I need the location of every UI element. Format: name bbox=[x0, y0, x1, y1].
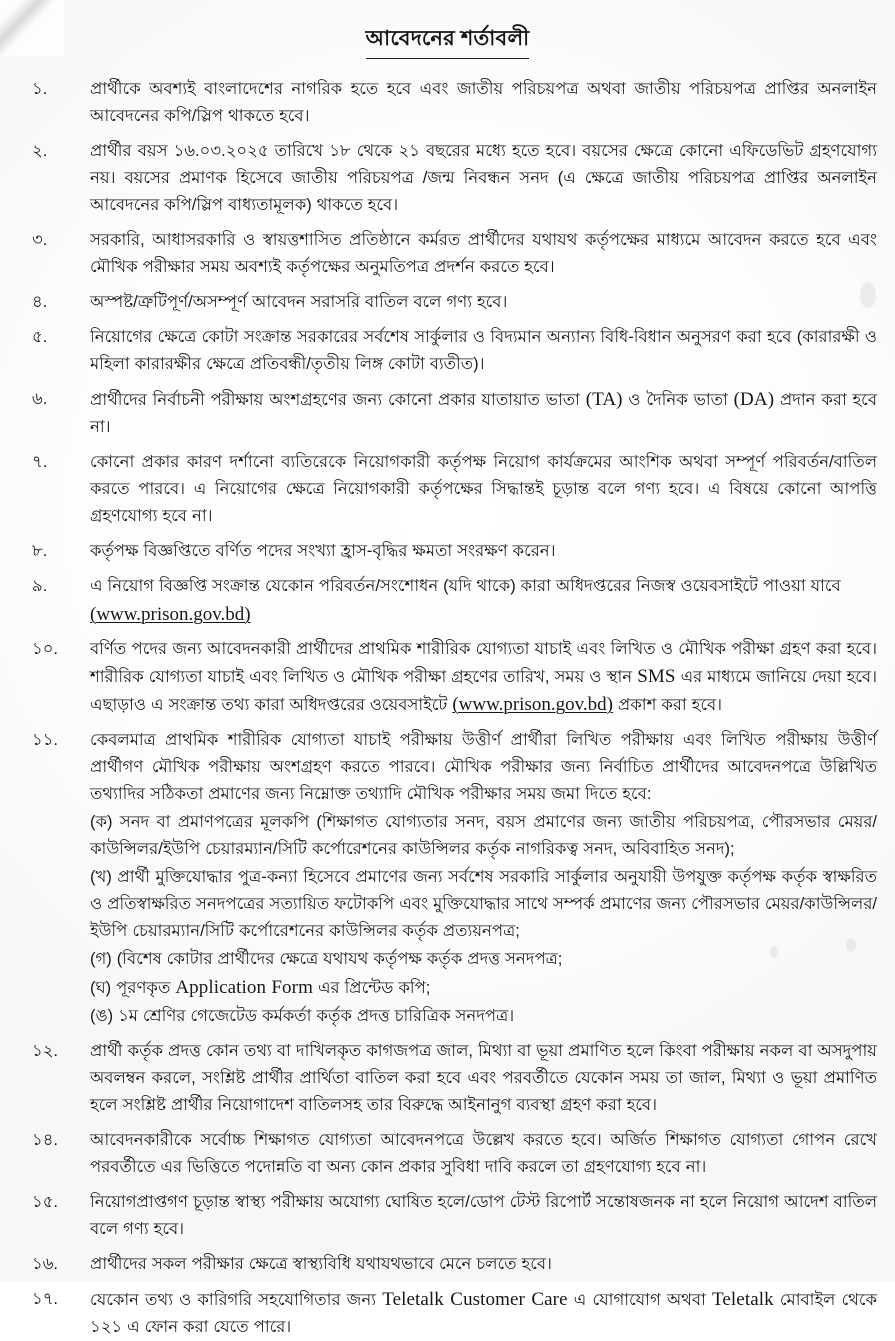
clause-number: ৫. bbox=[32, 328, 48, 346]
latin-term: Teletalk bbox=[712, 1289, 774, 1310]
clause-text bbox=[90, 76, 877, 130]
clause-number: ৮. bbox=[32, 542, 48, 560]
list-item bbox=[22, 636, 877, 719]
list-item bbox=[22, 727, 877, 1030]
clause-paragraph: আবেদনকারীকে সর্বোচ্চ শিক্ষাগত যোগ্যতা আবেদনপত্রে উল্লেখ করতে হবে। অর্জিত শিক্ষাগত যোগ্যতা গোপন রেখে পরবর্তীতে এর ভিত্তিতে পদোন্নতি বা অন্য কোন প্রকার সুবিধা দাবি করলে তা গ্রহণযোগ্য হবে না। bbox=[90, 1131, 877, 1176]
clause-paragraph: অস্পষ্ট/ত্রুটিপূর্ণ/অসম্পূর্ণ আবেদন সরাসরি বাতিল বলে গণ্য হবে। bbox=[90, 293, 508, 311]
list-item bbox=[22, 1251, 877, 1278]
clause-number: ১০. bbox=[32, 640, 59, 658]
clause-number: ১৭. bbox=[32, 1290, 59, 1308]
clause-text bbox=[90, 449, 877, 530]
clause-text bbox=[90, 1038, 877, 1119]
clause-number: ৩. bbox=[32, 231, 48, 249]
latin-term: (TA) bbox=[585, 389, 623, 410]
conditions-list bbox=[0, 76, 895, 1341]
list-item bbox=[22, 289, 877, 316]
clause-paragraph: কর্তৃপক্ষ বিজ্ঞপ্তিতে বর্ণিত পদের সংখ্যা হ্রাস-বৃদ্ধির ক্ষমতা সংরক্ষণ করেন। bbox=[90, 542, 556, 560]
list-item bbox=[22, 386, 877, 441]
clause-number: ৭. bbox=[32, 453, 48, 471]
clause-text bbox=[90, 573, 877, 628]
list-item bbox=[22, 449, 877, 530]
clause-text bbox=[90, 538, 877, 565]
clause-paragraph: সরকারি, আধাসরকারি ও স্বায়ত্তশাসিত প্রতিষ্ঠানে কর্মরত প্রার্থীদের যথাযথ কর্তৃপক্ষের মাধ্যমে আবেদন করতে হবে এবং মৌখিক পরীক্ষার সময় অবশ্যই কর্তৃপক্ষের অনুমতিপত্র প্রদর্শন করতে হবে। bbox=[90, 231, 877, 276]
clause-paragraph: যেকোন তথ্য ও কারিগরি সহযোগিতার জন্য Teletalk Customer Care এ যোগাযোগ অথবা Teletalk মোবাইল থেকে ১২১ এ ফোন করা যেতে পারে। bbox=[90, 1289, 878, 1336]
list-item bbox=[22, 573, 877, 628]
clause-number: ৬. bbox=[32, 390, 48, 408]
list-item bbox=[22, 1127, 877, 1181]
title-container bbox=[0, 0, 895, 59]
clause-paragraph: প্রার্থীদের নির্বাচনী পরীক্ষায় অংশগ্রহণের জন্য কোনো প্রকার যাতায়াত ভাতা (TA) ও দৈনিক ভাতা (DA) প্রদান করা হবে না। bbox=[90, 389, 877, 436]
list-item bbox=[22, 138, 877, 219]
clause-number: ১. bbox=[32, 80, 48, 98]
clause-text bbox=[90, 1251, 877, 1278]
clause-number: ২. bbox=[32, 142, 48, 160]
clause-number: ১৫. bbox=[32, 1193, 58, 1211]
clause-paragraph: প্রার্থীর বয়স ১৬.০৩.২০২৫ তারিখে ১৮ থেকে ২১ বছরের মধ্যে হতে হবে। বয়সের ক্ষেত্রে কোনো এফিডেভিট গ্রহণযোগ্য নয়। বয়সের প্রমাণক হিসেবে জাতীয় পরিচয়পত্র /জন্ম নিবন্ধন সনদ (এ ক্ষেত্রে জাতীয় পরিচয়পত্র প্রাপ্তির অনলাইন আবেদনের কপি/স্লিপ বাধ্যতামূলক) থাকতে হবে। bbox=[90, 142, 877, 214]
website-link[interactable]: (www.prison.gov.bd) bbox=[90, 604, 251, 625]
subclause-(খ): (খ) প্রার্থী মুক্তিযোদ্ধার পুত্র-কন্যা হিসেবে প্রমাণের জন্য সর্বশেষ সরকারি সার্কুলার অনুযায়ী উপযুক্ত কর্তৃপক্ষ কর্তৃক স্বাক্ষরিত ও প্রতিস্বাক্ষরিত সনদপত্রের সত্যায়িত ফটোকপি এবং মুক্তিযোদ্ধার সাথে সম্পর্ক প্রমাণের জন্য পৌরসভার মেয়র/কাউন্সিলর/ইউপি চেয়ারম্যান/সিটি কর্পোরেশনের কাউন্সিলর কর্তৃক প্রত্যয়নপত্র; bbox=[90, 868, 877, 940]
list-item bbox=[22, 538, 877, 565]
list-item bbox=[22, 324, 877, 378]
list-item bbox=[22, 1189, 877, 1243]
clause-paragraph: নিয়োগপ্রাপ্তগণ চূড়ান্ত স্বাস্থ্য পরীক্ষায় অযোগ্য ঘোষিত হলে/ডোপ টেস্ট রিপোর্ট সন্তোষজনক না হলে নিয়োগ আদেশ বাতিল বলে গণ্য হবে। bbox=[90, 1193, 877, 1238]
clause-paragraph: প্রার্থী কর্তৃক প্রদত্ত কোন তথ্য বা দাখিলকৃত কাগজপত্র জাল, মিথ্যা বা ভূয়া প্রমাণিত হলে কিংবা পরীক্ষায় নকল বা অসদুপায় অবলম্বন করলে, সংশ্লিষ্ট প্রার্থীর প্রার্থিতা বাতিল করা হবে এবং পরবর্তীতে যেকোন সময় তা জাল, মিথ্যা ও ভূয়া প্রমাণিত হলে সংশ্লিষ্ট প্রার্থীর নিয়োগাদেশ বাতিলসহ তার বিরুদ্ধে আইনানুগ ব্যবস্থা গ্রহণ করা হবে। bbox=[90, 1042, 877, 1114]
clause-text bbox=[90, 727, 877, 1030]
clause-paragraph: প্রার্থীদের সকল পরীক্ষার ক্ষেত্রে স্বাস্থ্যবিধি যথাযথভাবে মেনে চলতে হবে। bbox=[90, 1255, 552, 1273]
clause-text bbox=[90, 1127, 877, 1181]
clause-number: ১১. bbox=[32, 731, 58, 749]
clause-text bbox=[90, 289, 877, 316]
clause-paragraph: কেবলমাত্র প্রাথমিক শারীরিক যোগ্যতা যাচাই পরীক্ষায় উত্তীর্ণ প্রার্থীরা লিখিত পরীক্ষায় এবং লিখিত পরীক্ষায় উত্তীর্ণ প্রার্থীগণ মৌখিক পরীক্ষায় অংশগ্রহণ করতে পারবে। মৌখিক পরীক্ষার জন্য নির্বাচিত প্রার্থীদের আবেদনপত্রে উল্লিখিত তথ্যাদির সঠিকতা প্রমাণের জন্য নিম্নোক্ত তথ্যাদি মৌখিক পরীক্ষার সময় জমা দিতে হবে: bbox=[90, 731, 877, 803]
list-item bbox=[22, 76, 877, 130]
clause-paragraph: কোনো প্রকার কারণ দর্শানো ব্যতিরেকে নিয়োগকারী কর্তৃপক্ষ নিয়োগ কার্যক্রমের আংশিক অথবা সম্পূর্ণ পরিবর্তন/বাতিল করতে পারবে। এ নিয়োগের ক্ষেত্রে নিয়োগকারী কর্তৃপক্ষের সিদ্ধান্তই চূড়ান্ত বলে গণ্য হবে। এ বিষয়ে কোনো আপত্তি গ্রহণযোগ্য হবে না। bbox=[90, 453, 877, 525]
latin-term: Teletalk Customer Care bbox=[382, 1289, 568, 1310]
clause-number: ১৬. bbox=[32, 1255, 59, 1273]
clause-text bbox=[90, 227, 877, 281]
latin-term: (DA) bbox=[733, 389, 775, 410]
clause-number: ৪. bbox=[32, 293, 48, 311]
clause-number: ১৪. bbox=[32, 1131, 58, 1149]
clause-number: ৯. bbox=[32, 577, 48, 595]
clause-text bbox=[90, 386, 877, 441]
clause-text bbox=[90, 1189, 877, 1243]
clause-paragraph: নিয়োগের ক্ষেত্রে কোটা সংক্রান্ত সরকারের সর্বশেষ সার্কুলার ও বিদ্যমান অন্যান্য বিধি-বিধান অনুসরণ করা হবে (কারারক্ষী ও মহিলা কারারক্ষীর ক্ষেত্রে প্রতিবন্ধী/তৃতীয় লিঙ্গ কোটা ব্যতীত)। bbox=[90, 328, 877, 373]
list-item bbox=[22, 227, 877, 281]
clause-paragraph: বর্ণিত পদের জন্য আবেদনকারী প্রার্থীদের প্রাথমিক শারীরিক যোগ্যতা যাচাই এবং লিখিত ও মৌখিক পরীক্ষা গ্রহণ করা হবে। শারীরিক যোগ্যতা যাচাই এবং লিখিত ও মৌখিক পরীক্ষা গ্রহণের তারিখ, সময় ও স্থান SMS এর মাধ্যমে জানিয়ে দেয়া হবে। এছাড়াও এ সংক্রান্ত তথ্য কারা অধিদপ্তরের ওয়েবসাইটে (www.prison.gov.bd) প্রকাশ করা হবে। bbox=[90, 640, 877, 715]
subclause-(ক): (ক) সনদ বা প্রমাণপত্রের মূলকপি (শিক্ষাগত যোগ্যতার সনদ, বয়স প্রমাণের জন্য জাতীয় পরিচয়পত্র, পৌরসভার মেয়র/কাউন্সিলর/ইউপি চেয়ারম্যান/সিটি কর্পোরেশনের কাউন্সিলর কর্তৃক নাগরিকত্ব সনদ, অবিবাহিত সনদ); bbox=[90, 813, 877, 858]
clause-text bbox=[90, 636, 877, 719]
clause-text bbox=[90, 138, 877, 219]
website-link[interactable]: (www.prison.gov.bd) bbox=[452, 694, 613, 715]
list-item bbox=[22, 1038, 877, 1119]
clause-paragraph: প্রার্থীকে অবশ্যই বাংলাদেশের নাগরিক হতে হবে এবং জাতীয় পরিচয়পত্র অথবা জাতীয় পরিচয়পত্র প্রাপ্তির অনলাইন আবেদনের কপি/স্লিপ থাকতে হবে। bbox=[90, 80, 877, 125]
page-title: আবেদনের শর্তাবলী bbox=[366, 22, 530, 59]
subclause-(গ): (গ) (বিশেষ কোটার প্রার্থীদের ক্ষেত্রে যথাযথ কর্তৃপক্ষ কর্তৃক প্রদত্ত সনদপত্র; bbox=[90, 950, 563, 968]
clause-text bbox=[90, 1286, 877, 1341]
clause-text bbox=[90, 324, 877, 378]
latin-term: Application Form bbox=[175, 977, 313, 998]
clause-number: ১২. bbox=[32, 1042, 59, 1060]
subclause-(ঘ): (ঘ) পূরণকৃত Application Form এর প্রিন্টেড কপি; bbox=[90, 977, 431, 998]
subclause-(ঙ): (ঙ) ১ম শ্রেণির গেজেটেড কর্মকর্তা কর্তৃক প্রদত্ত চারিত্রিক সনদপত্র। bbox=[90, 1007, 515, 1025]
latin-term: SMS bbox=[637, 666, 676, 687]
clause-paragraph: এ নিয়োগ বিজ্ঞপ্তি সংক্রান্ত যেকোন পরিবর্তন/সংশোধন (যদি থাকে) কারা অধিদপ্তরের নিজস্ব ওয়েবসাইটে পাওয়া যাবে (www.prison.gov.bd) bbox=[90, 573, 877, 628]
list-item bbox=[22, 1286, 877, 1341]
